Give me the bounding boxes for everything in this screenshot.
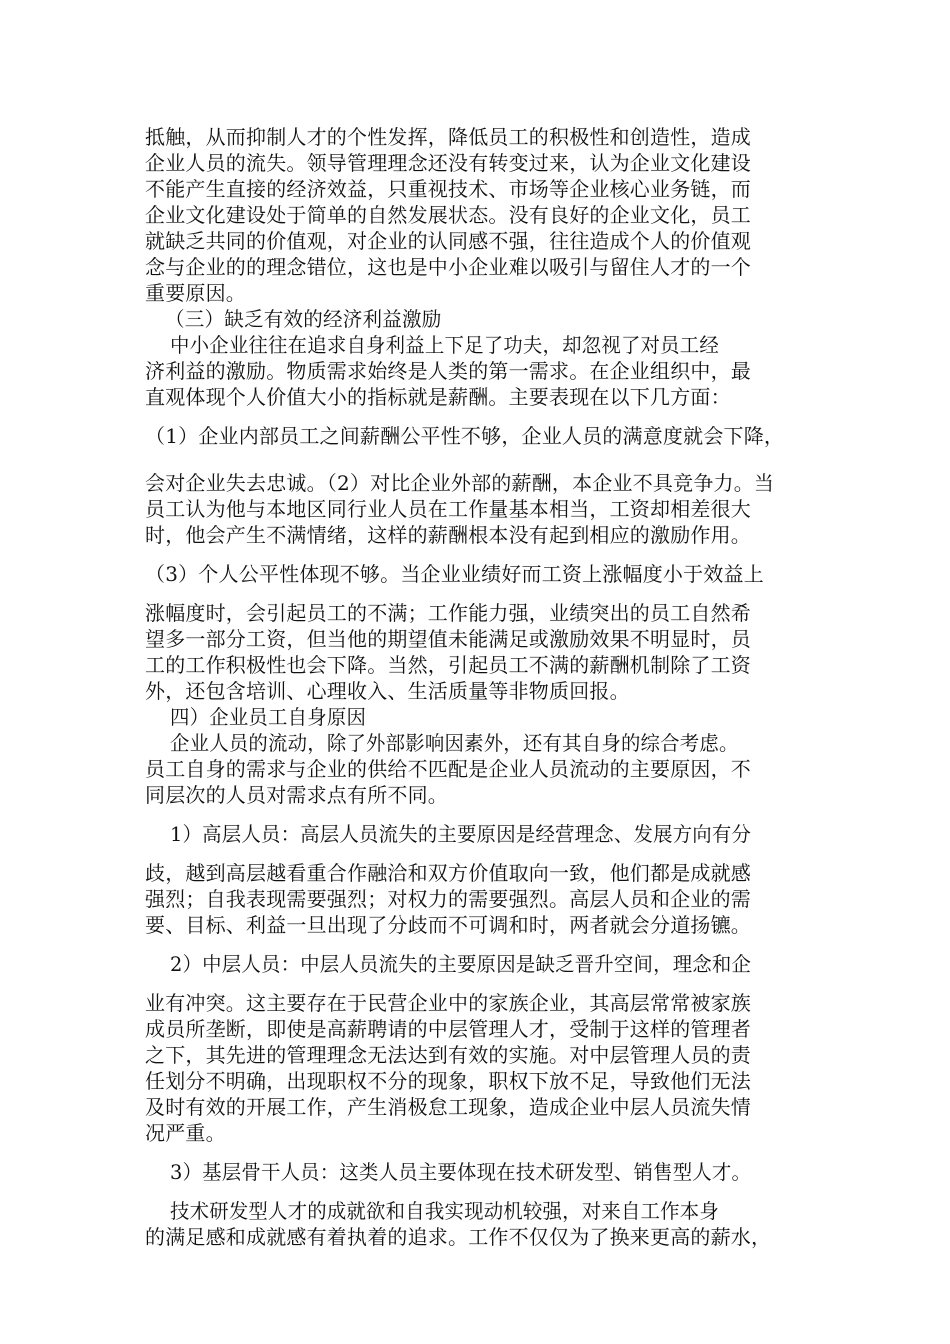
paragraph-line: 中小企业往往在追求自身利益上下足了功夫，却忽视了对员工经 <box>170 333 719 357</box>
paragraph-line: 成员所垄断，即使是高薪聘请的中层管理人才，受制于这样的管理者 <box>145 1017 751 1041</box>
paragraph-line: 同层次的人员对需求点有所不同。 <box>145 783 448 807</box>
paragraph-line: 念与企业的的理念错位，这也是中小企业难以吸引与留住人才的一个 <box>145 255 751 279</box>
paragraph-line: 员工认为他与本地区同行业人员在工作量基本相当，工资却相差很大 <box>145 497 751 521</box>
paragraph-line: （3）个人公平性体现不够。当企业业绩好而工资上涨幅度小于效益上 <box>145 562 764 586</box>
paragraph-line: 就缺乏共同的价值观，对企业的认同感不强，往往造成个人的价值观 <box>145 229 751 253</box>
paragraph-line: 要、目标、利益一旦出现了分歧而不可调和时，两者就会分道扬镳。 <box>145 913 751 937</box>
paragraph-line: 企业文化建设处于简单的自然发展状态。没有良好的企业文化，员工 <box>145 203 751 227</box>
paragraph-line: 3）基层骨干人员：这类人员主要体现在技术研发型、销售型人才。 <box>170 1160 752 1184</box>
paragraph-line: 抵触，从而抑制人才的个性发挥，降低员工的积极性和创造性，造成 <box>145 125 751 149</box>
paragraph-line: 歧，越到高层越看重合作融洽和双方价值取向一致，他们都是成就感 <box>145 861 751 885</box>
paragraph-line: 2）中层人员：中层人员流失的主要原因是缺乏晋升空间，理念和企 <box>170 952 752 976</box>
paragraph-line: 涨幅度时，会引起员工的不满；工作能力强，业绩突出的员工自然希 <box>145 601 751 625</box>
paragraph-line: 强烈；自我表现需要强烈；对权力的需要强烈。高层人员和企业的需 <box>145 887 751 911</box>
paragraph-line: 工的工作积极性也会下降。当然，引起员工不满的薪酬机制除了工资 <box>145 653 751 677</box>
paragraph-line: 业有冲突。这主要存在于民营企业中的家族企业，其高层常常被家族 <box>145 991 751 1015</box>
paragraph-line: 会对企业失去忠诚。（2）对比企业外部的薪酬，本企业不具竞争力。当 <box>145 471 775 495</box>
paragraph-line: 技术研发型人才的成就欲和自我实现动机较强，对来自工作本身 <box>170 1199 719 1223</box>
paragraph-line: 外，还包含培训、心理收入、生活质量等非物质回报。 <box>145 679 630 703</box>
paragraph-line: （1）企业内部员工之间薪酬公平性不够，企业人员的满意度就会下降， <box>145 424 785 448</box>
paragraph-line: 济利益的激励。物质需求始终是人类的第一需求。在企业组织中，最 <box>145 359 751 383</box>
paragraph-line: 之下，其先进的管理理念无法达到有效的实施。对中层管理人员的责 <box>145 1043 751 1067</box>
paragraph-line: 1）高层人员：高层人员流失的主要原因是经营理念、发展方向有分 <box>170 822 752 846</box>
paragraph-line: 及时有效的开展工作，产生消极怠工现象，造成企业中层人员流失情 <box>145 1095 751 1119</box>
paragraph-line: 直观体现个人价值大小的指标就是薪酬。主要表现在以下几方面： <box>145 385 731 409</box>
paragraph-line: 企业人员的流失。领导管理理念还没有转变过来，认为企业文化建设 <box>145 151 751 175</box>
paragraph-line: 企业人员的流动，除了外部影响因素外，还有其自身的综合考虑。 <box>170 731 739 755</box>
paragraph-line: 望多一部分工资，但当他的期望值未能满足或激励效果不明显时，员 <box>145 627 751 651</box>
paragraph-line: 时，他会产生不满情绪，这样的薪酬根本没有起到相应的激励作用。 <box>145 523 751 547</box>
paragraph-line: 任划分不明确，出现职权不分的现象，职权下放不足，导致他们无法 <box>145 1069 751 1093</box>
paragraph-line: 员工自身的需求与企业的供给不匹配是企业人员流动的主要原因，不 <box>145 757 751 781</box>
paragraph-line: 重要原因。 <box>145 281 246 305</box>
section-heading: 四）企业员工自身原因 <box>170 705 367 729</box>
paragraph-line: 况严重。 <box>145 1121 226 1145</box>
paragraph-line: 不能产生直接的经济效益，只重视技术、市场等企业核心业务链，而 <box>145 177 751 201</box>
paragraph-line: 的满足感和成就感有着执着的追求。工作不仅仅为了换来更高的薪水， <box>145 1225 772 1249</box>
section-heading: （三）缺乏有效的经济利益激励 <box>165 307 442 331</box>
